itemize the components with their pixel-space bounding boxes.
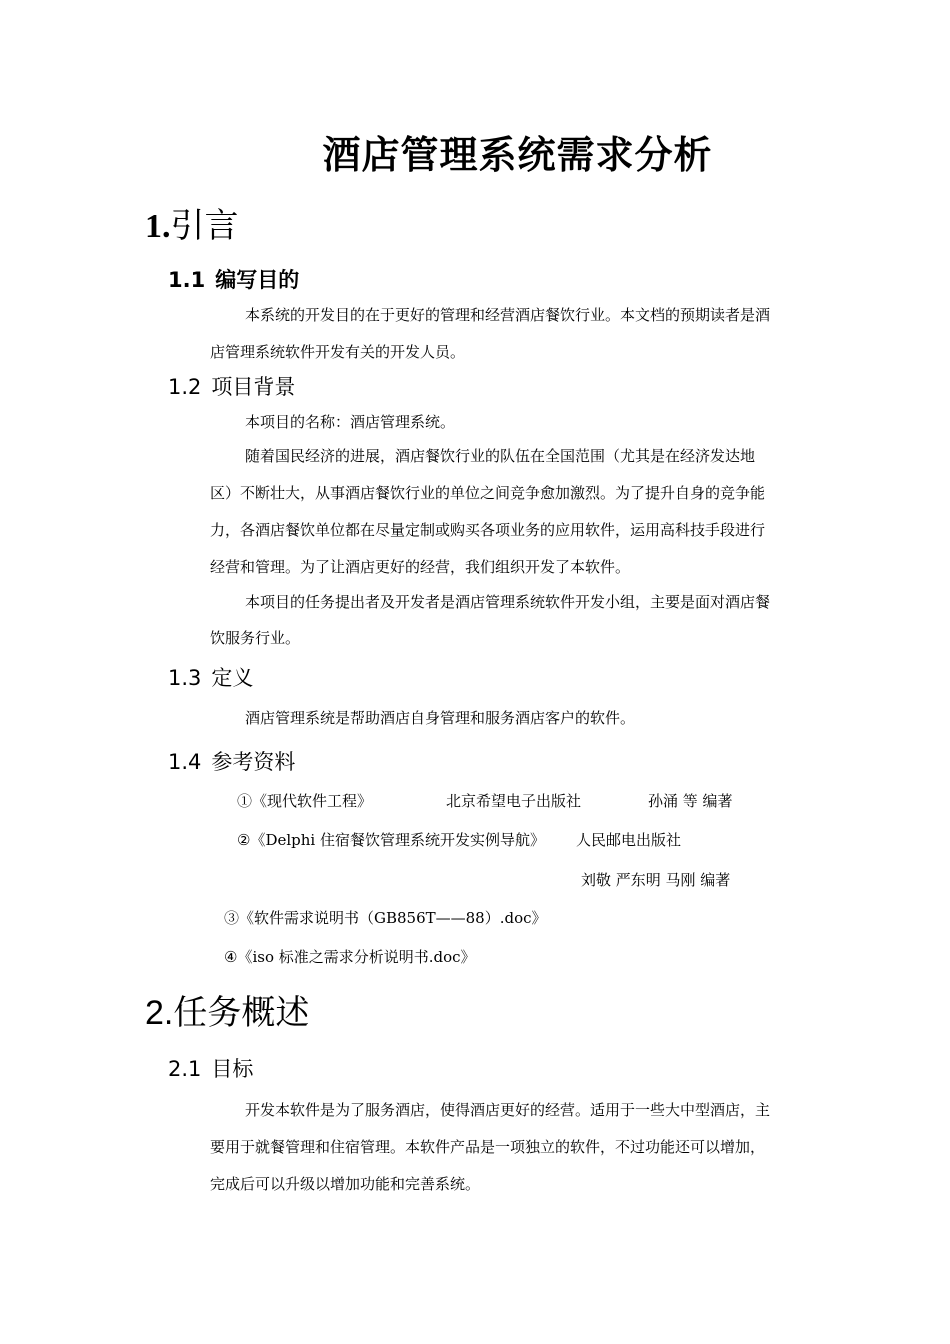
paragraph-line: 酒店管理系统是帮助酒店自身管理和服务酒店客户的软件。 (245, 709, 636, 727)
paragraph-line: 开发本软件是为了服务酒店，使得酒店更好的经营。适用于一些大中型酒店，主 (245, 1101, 771, 1119)
subsection-number: 2.1 (168, 1057, 202, 1081)
subsection-heading-1-3 (168, 662, 253, 692)
reference-authors: 孙涌 等 编著 (648, 792, 733, 810)
paragraph-line: 本项目的任务提出者及开发者是酒店管理系统软件开发小组，主要是面对酒店餐 (245, 593, 771, 611)
subsection-number: 1.2 (168, 375, 202, 399)
subsection-heading-1-1 (168, 264, 299, 294)
paragraph-line: 经营和管理。为了让酒店更好的经营，我们组织开发了本软件。 (210, 558, 631, 576)
subsection-heading-1-2 (168, 371, 295, 401)
section-heading-1 (145, 198, 239, 247)
section-number: 2. (145, 994, 174, 1032)
paragraph-line: 区）不断壮大，从事酒店餐饮行业的单位之间竞争愈加激烈。为了提升自身的竞争能 (210, 484, 766, 502)
reference-publisher: 北京希望电子出版社 (446, 792, 582, 810)
paragraph-line: 本项目的名称：酒店管理系统。 (245, 413, 456, 431)
section-heading-2 (145, 985, 309, 1034)
subsection-heading-1-4 (168, 746, 295, 776)
reference-publisher: 人民邮电出版社 (576, 831, 682, 849)
subsection-number: 1.1 (168, 268, 206, 292)
reference-authors: 刘敬 严东明 马刚 编著 (581, 871, 731, 889)
section-label: 引言 (170, 206, 239, 246)
subsection-label: 参考资料 (211, 750, 296, 774)
subsection-label: 定义 (211, 666, 254, 690)
paragraph-line: 本系统的开发目的在于更好的管理和经营酒店餐饮行业。本文档的预期读者是酒 (245, 306, 771, 324)
paragraph-line: 力，各酒店餐饮单位都在尽量定制或购买各项业务的应用软件，运用高科技手段进行 (210, 521, 766, 539)
paragraph-line: 随着国民经济的进展，酒店餐饮行业的队伍在全国范围（尤其是在经济发达地 (245, 447, 756, 465)
reference-title: ②《Delphi 住宿餐饮管理系统开发实例导航》 (237, 831, 545, 849)
subsection-number: 1.4 (168, 750, 202, 774)
paragraph-line: 完成后可以升级以增加功能和完善系统。 (210, 1175, 481, 1193)
paragraph-line: 店管理系统软件开发有关的开发人员。 (210, 343, 466, 361)
reference-title: ④《iso 标准之需求分析说明书.doc》 (224, 948, 476, 966)
section-label: 任务概述 (173, 993, 310, 1033)
subsection-heading-2-1 (168, 1053, 253, 1083)
paragraph-line: 要用于就餐管理和住宿管理。本软件产品是一项独立的软件，不过功能还可以增加， (210, 1138, 766, 1156)
subsection-label: 目标 (211, 1057, 254, 1081)
section-number: 1. (145, 208, 171, 245)
paragraph-line: 饮服务行业。 (210, 629, 301, 647)
reference-title: ③《软件需求说明书（GB856T——88）.doc》 (224, 909, 547, 927)
subsection-label: 编写目的 (215, 268, 300, 292)
subsection-label: 项目背景 (211, 375, 296, 399)
subsection-number: 1.3 (168, 666, 202, 690)
document-title: 酒店管理系统需求分析 (322, 133, 713, 177)
reference-title: ①《现代软件工程》 (237, 792, 373, 810)
